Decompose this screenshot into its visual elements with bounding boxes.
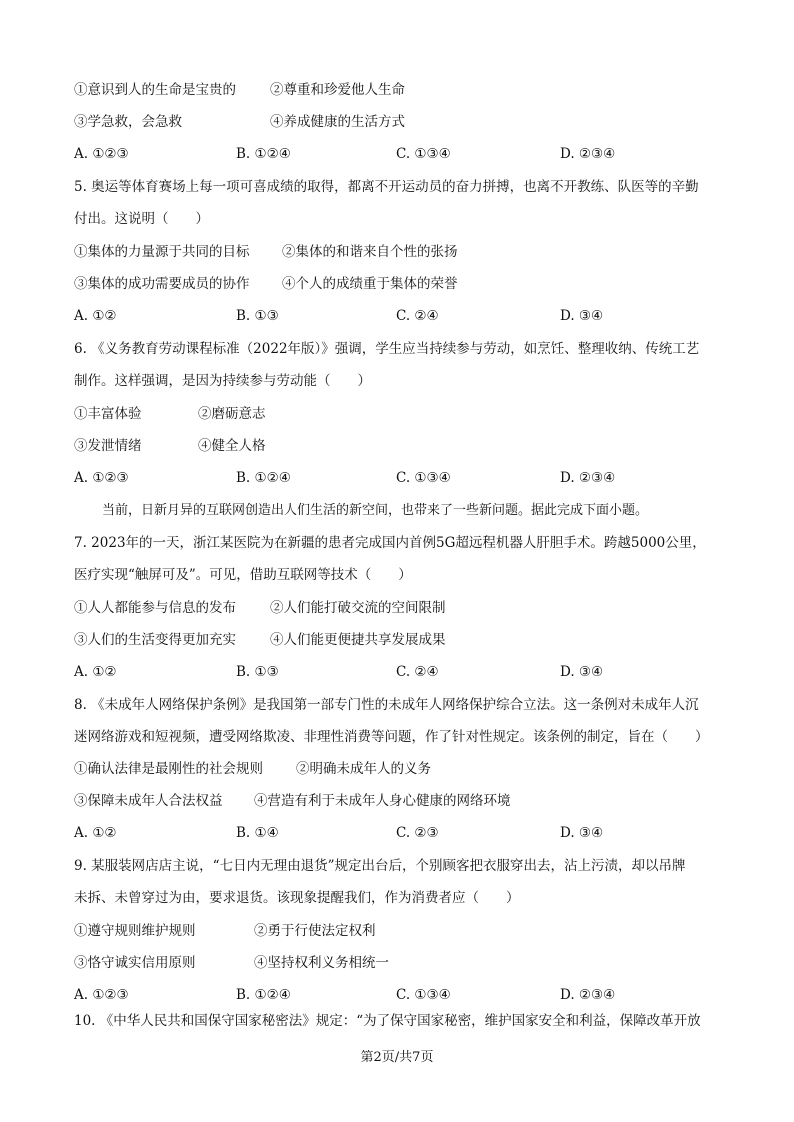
q5-stem-line1: 5. 奥运等体育赛场上每一项可喜成绩的取得，都离不开运动员的奋力拼搏，也离不开教练、队医等的辛勤 <box>74 179 699 195</box>
q9-choice-d[interactable]: D. ②③④ <box>560 987 616 1003</box>
q8-option-1: ①确认法律是最刚性的社会规则 <box>74 761 263 777</box>
q6-options-row1 <box>74 405 734 423</box>
q5-choice-b[interactable]: B. ①③ <box>236 308 279 324</box>
q4-options-row2 <box>74 113 734 131</box>
q8-options-row1 <box>74 760 734 778</box>
q8-options-row2 <box>74 792 734 810</box>
q4-option-2: ②尊重和珍爱他人生命 <box>270 82 405 98</box>
q8-stem-line2: 迷网络游戏和短视频，遭受网络欺凌、非理性消费等问题，作了针对性规定。该条例的制定，旨在（ ） <box>74 729 709 745</box>
q8-choice-b[interactable]: B. ①④ <box>236 825 279 841</box>
q5-stem-line2: 付出。这说明（ ） <box>74 211 209 227</box>
q5-options-row2 <box>74 275 734 293</box>
q7-choice-d[interactable]: D. ③④ <box>560 664 604 680</box>
q6-option-3: ③发泄情绪 <box>74 438 142 454</box>
q5-option-1: ①集体的力量源于共同的目标 <box>74 244 250 260</box>
q9-option-1: ①遵守规则维护规则 <box>74 923 196 939</box>
q9-option-3: ③恪守诚实信用原则 <box>74 955 196 971</box>
q4-choices <box>74 145 734 163</box>
q4-options-row1 <box>74 81 734 99</box>
q4-option-4: ④养成健康的生活方式 <box>270 114 405 130</box>
q7-options-row2 <box>74 631 734 649</box>
q8-choice-a[interactable]: A. ①② <box>74 825 117 841</box>
q8-choices <box>74 824 734 842</box>
q6-choice-b[interactable]: B. ①②④ <box>236 470 291 486</box>
q7-choice-b[interactable]: B. ①③ <box>236 664 279 680</box>
q9-options-row2 <box>74 954 734 972</box>
q4-choice-a[interactable]: A. ①②③ <box>74 146 129 162</box>
q6-option-4: ④健全人格 <box>198 438 266 454</box>
q4-choice-b[interactable]: B. ①②④ <box>236 146 291 162</box>
q5-option-2: ②集体的和谐来自个性的张扬 <box>282 244 458 260</box>
q4-option-1: ①意识到人的生命是宝贵的 <box>74 82 236 98</box>
q6-choice-c[interactable]: C. ①③④ <box>396 470 451 486</box>
q7-option-3: ③人们的生活变得更加充实 <box>74 632 236 648</box>
q8-choice-d[interactable]: D. ③④ <box>560 825 604 841</box>
q7-option-4: ④人们能更便捷共享发展成果 <box>270 632 446 648</box>
q6-option-2: ②磨砺意志 <box>198 406 266 422</box>
q4-choice-c[interactable]: C. ①③④ <box>396 146 451 162</box>
q8-option-2: ②明确未成年人的义务 <box>296 761 431 777</box>
q6-choice-d[interactable]: D. ②③④ <box>560 470 616 486</box>
q7-option-2: ②人们能打破交流的空间限制 <box>270 600 446 616</box>
q6-option-1: ①丰富体验 <box>74 406 142 422</box>
q5-choice-d[interactable]: D. ③④ <box>560 308 604 324</box>
q4-choice-d[interactable]: D. ②③④ <box>560 146 616 162</box>
q10-stem-line1: 10. 《中华人民共和国保守国家秘密法》规定：“为了保守国家秘密，维护国家安全和利益，保障改革开放 <box>74 1013 701 1029</box>
q7-stem-line1: 7. 2023年的一天，浙江某医院为在新疆的患者完成国内首例5G超远程机器人肝胆手术。跨越5000公里， <box>74 535 706 551</box>
q7-stem-line2: 医疗实现“触屏可及”。可见，借助互联网等技术（ ） <box>74 567 412 583</box>
q9-stem-line1: 9. 某服装网店店主说，“七日内无理由退货”规定出台后，个别顾客把衣服穿出去，沾上污渍，却以吊牌 <box>74 858 686 874</box>
group-lead-in: 当前，日新月异的互联网创造出人们生活的新空间，也带来了一些新问题。据此完成下面小题。 <box>102 503 649 518</box>
q5-option-3: ③集体的成功需要成员的协作 <box>74 276 250 292</box>
q9-choice-c[interactable]: C. ①③④ <box>396 987 451 1003</box>
q9-stem-line2: 未拆、未曾穿过为由，要求退货。该现象提醒我们，作为消费者应（ ） <box>74 890 520 906</box>
q7-choice-a[interactable]: A. ①② <box>74 664 117 680</box>
page-number: 第2页/共7页 <box>360 1050 434 1065</box>
q5-options-row1 <box>74 243 734 261</box>
q7-choice-c[interactable]: C. ②④ <box>396 664 439 680</box>
q9-option-2: ②勇于行使法定权利 <box>254 923 376 939</box>
q7-option-1: ①人人都能参与信息的发布 <box>74 600 236 616</box>
q9-options-row1 <box>74 922 734 940</box>
q8-choice-c[interactable]: C. ②③ <box>396 825 439 841</box>
q9-option-4: ④坚持权利义务相统一 <box>254 955 389 971</box>
q5-choices <box>74 307 734 325</box>
q5-choice-c[interactable]: C. ②④ <box>396 308 439 324</box>
q6-stem-line2: 制作。这样强调，是因为持续参与劳动能（ ） <box>74 373 371 389</box>
q8-stem-line1: 8. 《未成年人网络保护条例》是我国第一部专门性的未成年人网络保护综合立法。这一条例对未成年人沉 <box>74 697 699 713</box>
q8-option-3: ③保障未成年人合法权益 <box>74 793 223 809</box>
q5-option-4: ④个人的成绩重于集体的荣誉 <box>282 276 458 292</box>
q5-choice-a[interactable]: A. ①② <box>74 308 117 324</box>
q8-option-4: ④营造有利于未成年人身心健康的网络环境 <box>254 793 511 809</box>
q7-options-row1 <box>74 599 734 617</box>
q6-stem-line1: 6. 《义务教育劳动课程标准（2022年版）》强调，学生应当持续参与劳动，如烹饪、整理收纳、传统工艺 <box>74 341 700 357</box>
q4-option-3: ③学急救，会急救 <box>74 114 182 130</box>
q9-choices <box>74 986 734 1004</box>
q9-choice-a[interactable]: A. ①②③ <box>74 987 129 1003</box>
q6-options-row2 <box>74 437 734 455</box>
q9-choice-b[interactable]: B. ①②④ <box>236 987 291 1003</box>
q7-choices <box>74 663 734 681</box>
q6-choices <box>74 469 734 487</box>
q6-choice-a[interactable]: A. ①②③ <box>74 470 129 486</box>
